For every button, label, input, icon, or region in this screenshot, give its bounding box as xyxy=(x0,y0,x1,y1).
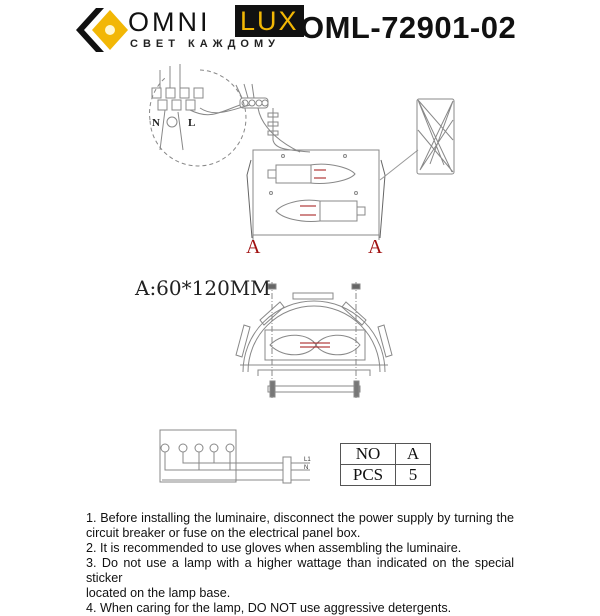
schematic-label-l1: L1 xyxy=(304,457,311,463)
instruction-line: 2. It is recommended to use gloves when assembling the luminaire. xyxy=(86,541,462,555)
fixture-front-view xyxy=(247,150,385,240)
mount-mark-right: A xyxy=(368,236,383,258)
table-cell-value: 5 xyxy=(396,465,431,486)
instruction-line: 1. Before installing the luminaire, disconnect the power supply by turning the xyxy=(86,511,514,525)
table-row xyxy=(341,465,431,486)
live-label: L xyxy=(188,117,196,129)
model-number: OML-72901-02 xyxy=(300,10,517,45)
schematic-label-n: N xyxy=(304,465,309,471)
terminal-block-icon xyxy=(236,84,310,152)
instruction-line: circuit breaker or fuse on the electrical panel box. xyxy=(86,526,361,540)
table-cell-label: PCS xyxy=(341,465,396,486)
instruction-line: 4. When caring for the lamp, DO NOT use aggressive detergents. xyxy=(86,601,452,615)
neutral-label: N xyxy=(152,117,160,129)
table-cell-label: NO xyxy=(341,444,396,465)
wiring-detail-icon xyxy=(150,64,250,166)
brand-name-omni: OMNI xyxy=(128,7,211,37)
instruction-line: 3. Do not use a lamp with a higher wattage than indicated on the special sticker xyxy=(86,556,514,585)
parts-table xyxy=(340,443,431,486)
brand-name-lux: LUX xyxy=(235,5,304,37)
mount-mark-left: A xyxy=(246,236,261,258)
instruction-line: located on the lamp base. xyxy=(86,586,231,600)
instructions-list xyxy=(86,511,514,616)
brand-tagline: СВЕТ КАЖДОМУ xyxy=(130,38,280,50)
wiring-schematic xyxy=(160,430,310,483)
dimension-label: A:60*120MM xyxy=(135,276,271,300)
table-row xyxy=(341,444,431,465)
crystal-detail-icon xyxy=(417,99,454,174)
table-cell-value: A xyxy=(396,444,431,465)
